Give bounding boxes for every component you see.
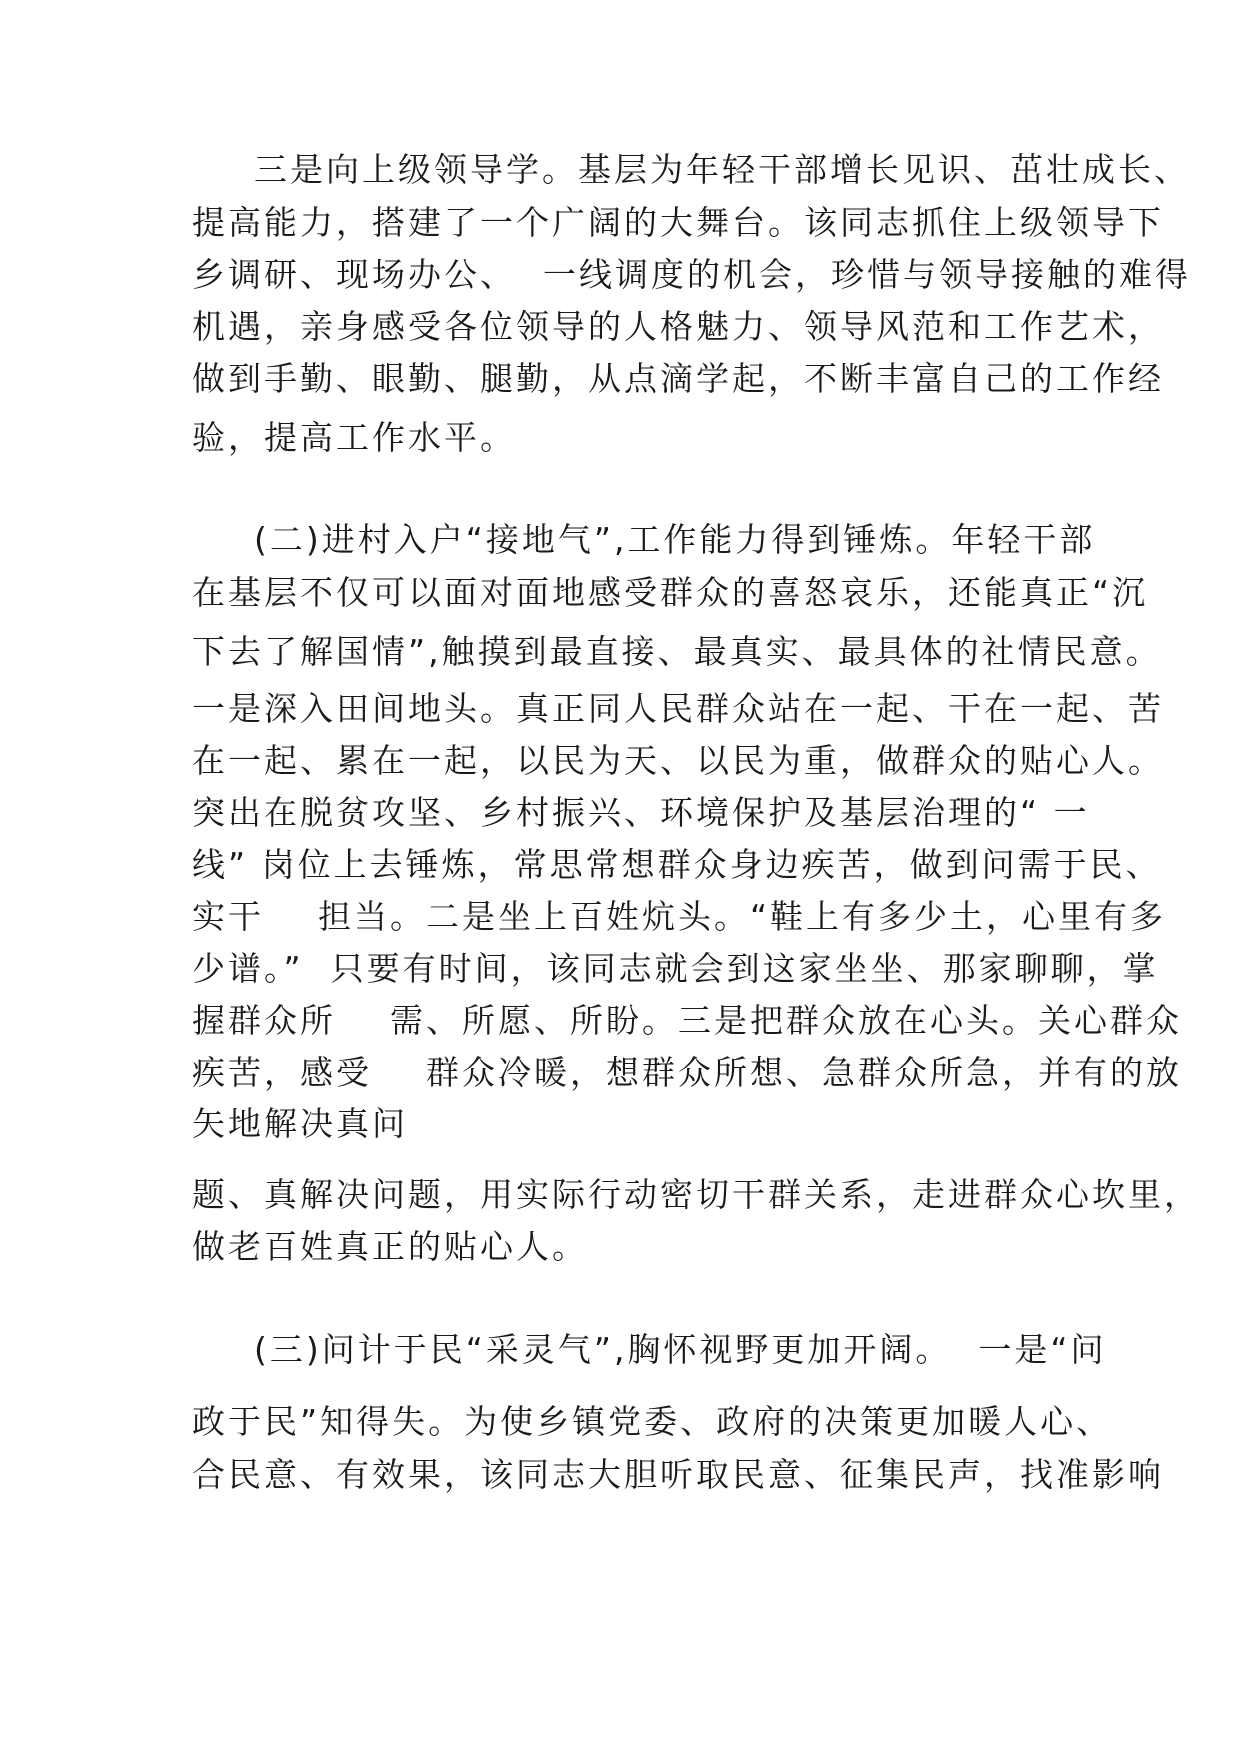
text-line: 验，提高工作水平。 — [192, 418, 516, 457]
text-line: (二)进村入户“接地气”,工作能力得到锤炼。年轻干部 — [254, 520, 1096, 559]
text-line: 做老百姓真正的贴心人。 — [192, 1227, 588, 1266]
text-line: 少谱。” 只要有时间，该同志就会到这家坐坐、那家聊聊，掌 — [192, 949, 1159, 988]
text-line: 握群众所 需、所愿、所盼。三是把群众放在心头。关心群众 — [192, 1001, 1182, 1040]
text-line: 矢地解决真问 — [192, 1104, 408, 1143]
text-line: 提高能力，搭建了一个广阔的大舞台。该同志抓住上级领导下 — [192, 203, 1164, 242]
text-line: 做到手勤、眼勤、腿勤，从点滴学起，不断丰富自己的工作经 — [192, 359, 1164, 398]
text-line: 机遇，亲身感受各位领导的人格魅力、领导风范和工作艺术， — [192, 307, 1164, 346]
text-line: 一是深入田间地头。真正同人民群众站在一起、干在一起、苦 — [192, 689, 1164, 728]
text-line: 三是向上级领导学。基层为年轻干部增长见识、茁壮成长、 — [254, 150, 1190, 189]
text-line: 乡调研、现场办公、 一线调度的机会，珍惜与领导接触的难得 — [192, 255, 1191, 294]
text-line: 在基层不仅可以面对面地感受群众的喜怒哀乐，还能真正“沉 — [192, 573, 1149, 612]
text-line: 疾苦，感受 群众冷暖，想群众所想、急群众所急，并有的放 — [192, 1053, 1182, 1092]
text-line: 合民意、有效果，该同志大胆听取民意、征集民声，找准影响 — [192, 1455, 1164, 1494]
text-line: 在一起、累在一起，以民为天、以民为重，做群众的贴心人。 — [192, 741, 1164, 780]
text-line: 下去了解国情”,触摸到最直接、最真实、最具体的社情民意。 — [192, 632, 1162, 671]
text-line: 线” 岗位上去锤炼，常思常想群众身边疾苦，做到问需于民、 — [192, 845, 1162, 884]
text-line: 题、真解决问题，用实际行动密切干群关系，走进群众心坎里， — [192, 1175, 1200, 1214]
text-line: 实干 担当。二是坐上百姓炕头。“鞋上有多少土，心里有多 — [192, 897, 1167, 936]
text-line: (三)问计于民“采灵气”,胸怀视野更加开阔。 一是“问 — [254, 1330, 1107, 1369]
text-line: 突出在脱贫攻坚、乡村振兴、环境保护及基层治理的“ 一 — [192, 793, 1090, 832]
text-line: 政于民”知得失。为使乡镇党委、政府的决策更加暖人心、 — [192, 1402, 1113, 1441]
